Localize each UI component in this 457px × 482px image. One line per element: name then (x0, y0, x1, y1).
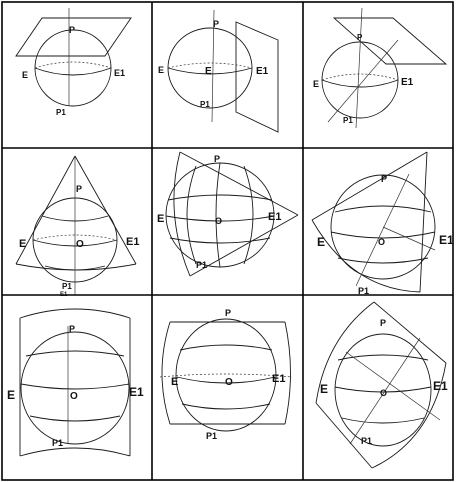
label-e: E (317, 235, 326, 249)
panel-cone-normal (16, 156, 139, 298)
lower-parallel (342, 418, 424, 423)
equator-back (322, 74, 398, 80)
label-e: E (313, 79, 320, 89)
label-e1: E1 (256, 66, 269, 77)
label-p1: P1 (343, 116, 353, 125)
polar-axis (356, 174, 409, 286)
label-e: E (22, 70, 29, 80)
globe (21, 332, 129, 444)
label-e1: E1 (401, 77, 414, 88)
upper-parallel (180, 345, 272, 350)
label-p1-shadow: E1 (60, 292, 68, 298)
label-p: P (69, 25, 76, 35)
label-center: E (205, 66, 212, 77)
label-e1: E1 (114, 68, 126, 78)
upper-parallel (168, 195, 272, 200)
label-o: O (76, 239, 84, 250)
oblique-axis (346, 352, 440, 420)
oblique-axis (383, 227, 435, 250)
polar-axis (356, 8, 362, 128)
label-p1: P1 (56, 108, 66, 117)
label-o: O (225, 377, 233, 388)
central-meridian (215, 163, 223, 267)
cone-base (174, 152, 190, 276)
lower-parallel (182, 404, 270, 409)
side-meridian (187, 166, 196, 264)
label-o: O (70, 391, 78, 402)
cylinder-end-left (162, 322, 170, 424)
label-e: E (158, 65, 165, 75)
label-e: E (7, 388, 16, 402)
tangent-plane (16, 18, 131, 56)
cone-base (16, 264, 136, 270)
label-e1: E1 (439, 233, 454, 247)
globe (166, 163, 274, 267)
cylinder-bottom (20, 448, 130, 456)
equator-front (35, 68, 111, 75)
cylinder-edge-upper (374, 302, 446, 363)
label-o: O (215, 216, 223, 226)
cone-base (312, 220, 420, 292)
label-p: P (69, 324, 76, 334)
panel-tangent-plane-polar (16, 8, 131, 117)
panel-cone-transverse (157, 152, 298, 276)
label-o: O (380, 388, 388, 398)
panel-cone-oblique (312, 152, 454, 296)
label-e: E (157, 213, 165, 225)
equator (21, 384, 129, 389)
panel-cylinder-transverse (160, 308, 292, 441)
label-p1: P1 (52, 438, 64, 448)
label-p: P (380, 318, 387, 328)
label-p1: P1 (62, 282, 72, 291)
globe (35, 30, 111, 106)
label-p: P (357, 33, 363, 42)
label-p: P (225, 308, 232, 318)
lower-parallel (338, 258, 428, 263)
cone-edge-top (180, 152, 298, 215)
cone-edge-lower (420, 152, 427, 292)
label-e1: E1 (129, 385, 144, 399)
label-p1: P1 (200, 100, 210, 109)
oblique-axis (328, 40, 398, 122)
label-p1: P1 (206, 431, 218, 441)
upper-parallel (335, 206, 431, 212)
label-e: E (171, 376, 179, 388)
lower-parallel (30, 416, 120, 421)
equator-back (35, 62, 111, 68)
panel-tangent-plane-oblique (313, 8, 446, 128)
equator-front (322, 80, 398, 87)
cylinder-end-right (285, 322, 291, 424)
tangent-plane (236, 22, 278, 132)
tangent-meridian (244, 166, 253, 264)
label-e: E (320, 382, 329, 396)
lower-parallel (170, 238, 270, 243)
label-p: P (76, 184, 83, 194)
label-e: E (19, 238, 27, 250)
outer-frame (2, 2, 453, 480)
cone-edge-upper (312, 152, 427, 220)
label-e1: E1 (272, 373, 286, 385)
label-p1: P1 (196, 260, 208, 270)
upper-parallel (26, 351, 124, 356)
label-o: O (378, 237, 386, 247)
label-p1: P1 (361, 436, 373, 446)
panel-cylinder-normal (7, 309, 144, 456)
label-p1: P1 (358, 286, 370, 296)
label-p: P (213, 19, 220, 29)
label-e1: E1 (126, 236, 140, 248)
label-e1: E1 (433, 379, 448, 393)
cylinder-top (20, 309, 130, 318)
panel-tangent-plane-equatorial (158, 10, 278, 132)
label-e1: E1 (268, 211, 282, 223)
label-p: P (214, 154, 221, 164)
label-p: P (381, 174, 388, 184)
panel-cylinder-oblique (316, 302, 448, 468)
